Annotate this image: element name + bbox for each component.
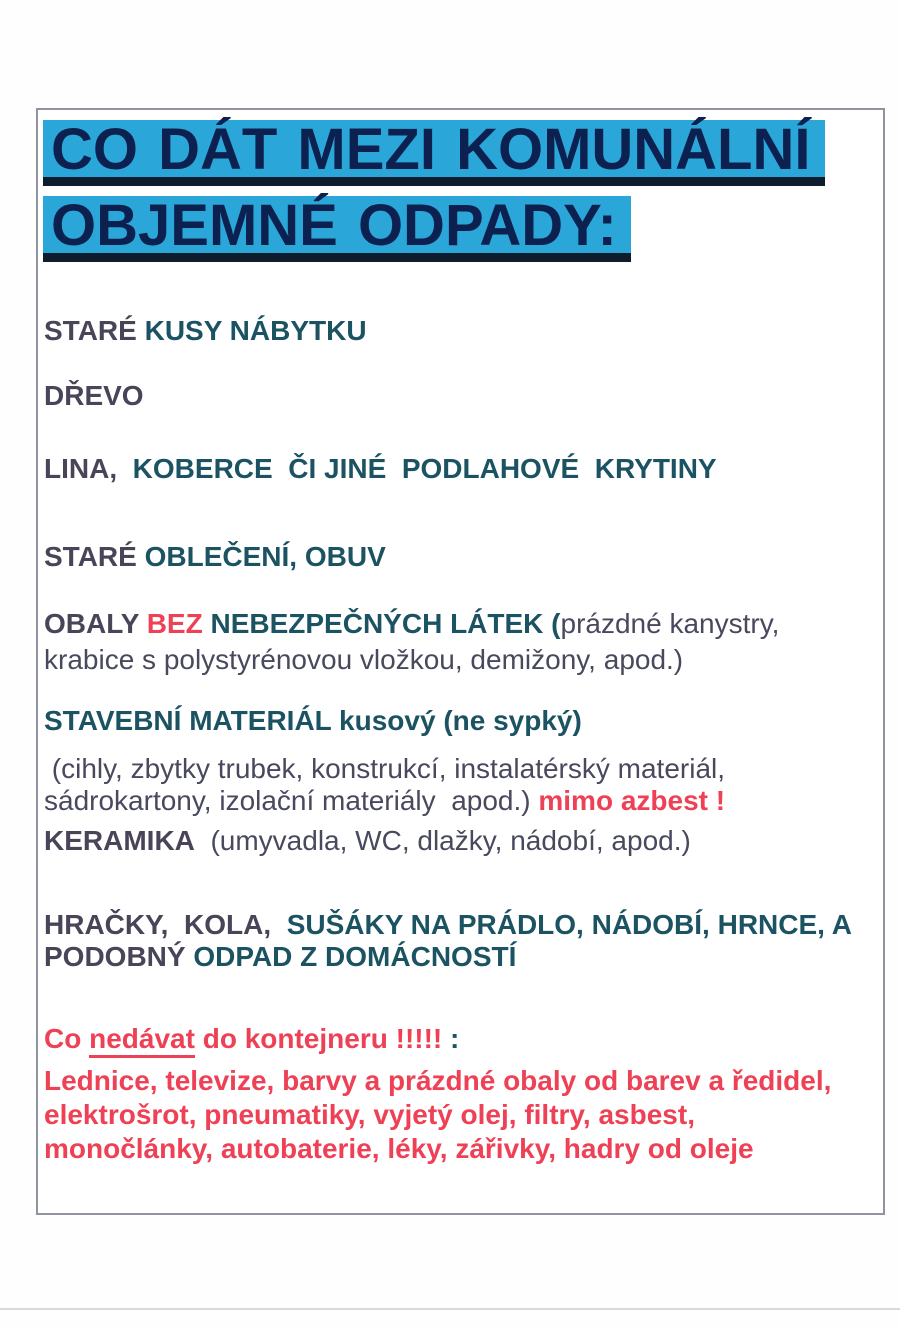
warning-list-forbidden-items: Lednice, televize, barvy a prázdné obaly od barev a ředidel, elektrošrot, pneumatiky, vyjetý olej, filtry, asbest, monočlánky, autobaterie, léky, zářivky, hadry od oleje	[44, 1065, 832, 1164]
list-item-keramika: KERAMIKA (umyvadla, WC, dlažky, nádobí, apod.)	[44, 825, 691, 856]
title-row-1	[43, 117, 883, 186]
list-item-stare-obleceni: STARÉ OBLEČENÍ, OBUV	[44, 541, 386, 572]
list-item-stavebni-material: STAVEBNÍ MATERIÁL kusový (ne sypký)	[44, 705, 582, 736]
list-item-obaly-bez-latek: OBALY BEZ NEBEZPEČNÝCH LÁTEK (prázdné kanystry, krabice s polystyrénovou vložkou, demižony, apod.)	[44, 608, 780, 675]
list-item-drevo: DŘEVO	[44, 380, 144, 411]
list-item-hracky-kola: HRAČKY, KOLA, SUŠÁKY NA PRÁDLO, NÁDOBÍ, HRNCE, A PODOBNÝ ODPAD Z DOMÁCNOSTÍ	[44, 909, 852, 972]
notice-sheet	[36, 108, 885, 1215]
warning-heading-co-nedavat: Co nedávat do kontejneru !!!!! :	[44, 1021, 883, 1057]
page-title-line-1: CO DÁT MEZI KOMUNÁLNÍ	[43, 120, 825, 186]
scan-page-edge-artifact	[0, 1308, 900, 1310]
title-row-2	[43, 193, 883, 262]
list-item-stare-kusy-nabytku: STARÉ KUSY NÁBYTKU	[44, 315, 367, 346]
list-item-lina-koberce: LINA, KOBERCE ČI JINÉ PODLAHOVÉ KRYTINY	[44, 453, 717, 484]
page-title-line-2: OBJEMNÉ ODPADY:	[43, 196, 631, 262]
list-item-stavebni-detail: (cihly, zbytky trubek, konstrukcí, instalatérský materiál, sádrokartony, izolační materiály apod.) mimo azbest !	[44, 753, 726, 816]
